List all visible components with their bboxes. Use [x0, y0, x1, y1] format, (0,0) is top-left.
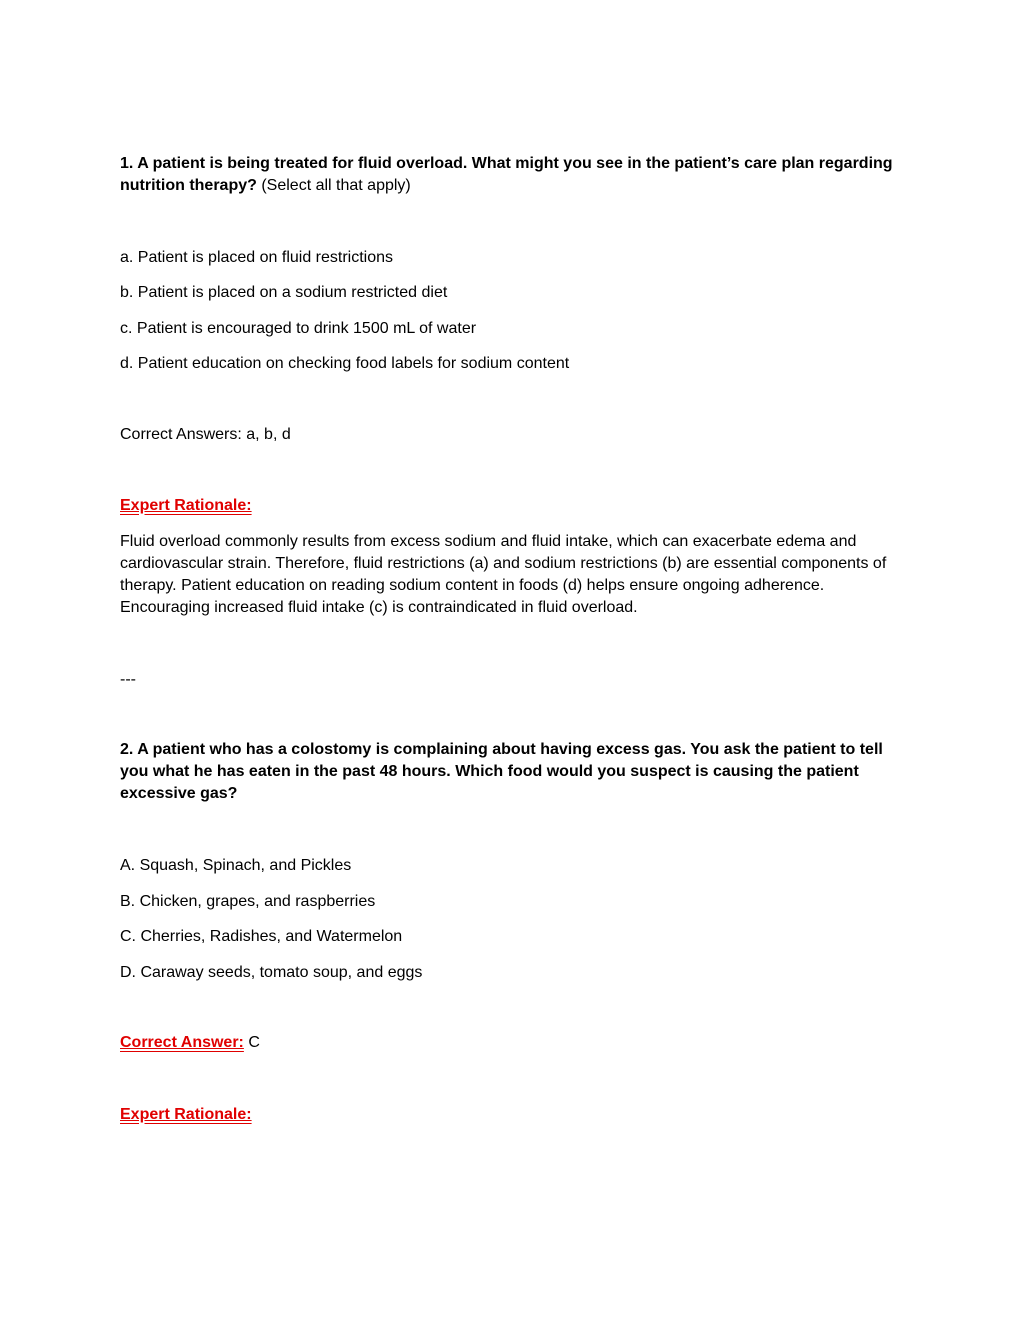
q1-option-c: c. Patient is encouraged to drink 1500 mL of water	[120, 320, 477, 337]
q2-correct-answer-label: Correct Answer:	[120, 1034, 244, 1051]
q1-rationale-heading	[120, 495, 910, 517]
q1-rationale-text: Fluid overload commonly results from excess sodium and fluid intake, which can exacerbate edema and cardiovascular strain. Therefore, fluid restrictions (a) and sodium restrictions (b) are essential components of therapy. Patient education on reading sodium content in foods (d) helps ensure ongoing adherence. Encouraging increased fluid intake (c) is contraindicated in fluid overload.	[120, 533, 887, 616]
q1-option-a: a. Patient is placed on fluid restrictions	[120, 249, 394, 266]
q2-option-a: A. Squash, Spinach, and Pickles	[120, 857, 352, 874]
question-1	[120, 153, 910, 197]
q2-rationale-heading	[120, 1104, 910, 1126]
separator: ---	[120, 671, 136, 688]
q2-correct-answer-value: C	[243, 1034, 260, 1051]
q1-correct-answers: Correct Answers: a, b, d	[120, 426, 291, 443]
question-1-text: 1. A patient is being treated for fluid overload. What might you see in the patient’s care plan regarding nutrition therapy?	[120, 155, 893, 194]
q2-option-d: D. Caraway seeds, tomato soup, and eggs	[120, 964, 423, 981]
q2-option-c: C. Cherries, Radishes, and Watermelon	[120, 928, 403, 945]
q1-rationale-label: Expert Rationale:	[120, 497, 252, 514]
q2-option-b: B. Chicken, grapes, and raspberries	[120, 893, 376, 910]
q2-correct-answer	[120, 1032, 910, 1054]
question-2-text: 2. A patient who has a colostomy is complaining about having excess gas. You ask the patient to tell you what he has eaten in the past 48 hours. Which food would you suspect is causing the patient excessive gas?	[120, 741, 883, 802]
q2-rationale-label: Expert Rationale:	[120, 1106, 252, 1123]
question-1-instruction: (Select all that apply)	[256, 177, 411, 194]
q1-option-b: b. Patient is placed on a sodium restricted diet	[120, 284, 448, 301]
q1-option-d: d. Patient education on checking food labels for sodium content	[120, 355, 570, 372]
